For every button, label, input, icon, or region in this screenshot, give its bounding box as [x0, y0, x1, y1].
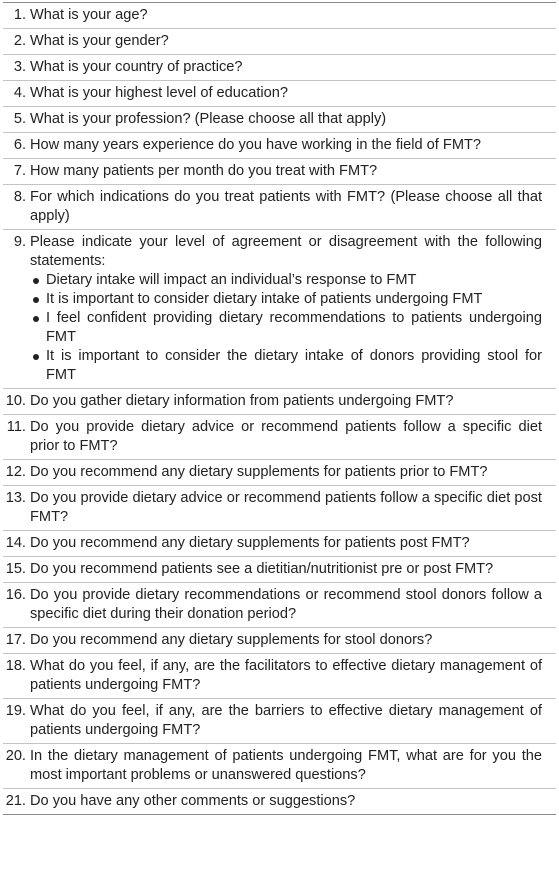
question-row-6 [3, 133, 556, 159]
question-text: Do you recommend any dietary supplements for stool donors? [30, 632, 433, 648]
question-text: What do you feel, if any, are the barriers to effective dietary management of patients undergoing FMT? [30, 703, 542, 738]
question-number: 10. [5, 393, 26, 409]
question-number: 14. [5, 535, 26, 551]
question-row-19 [3, 699, 556, 744]
question-row-10 [3, 389, 556, 415]
question-number: 8. [13, 189, 26, 205]
question-number: 15. [5, 561, 26, 577]
question-row-12 [3, 460, 556, 486]
question-row-11 [3, 415, 556, 460]
question-text: Do you gather dietary information from patients undergoing FMT? [30, 393, 454, 409]
question-row-16 [3, 583, 556, 628]
statement-text: It is important to consider dietary intake of patients undergoing FMT [46, 291, 483, 307]
bullet-icon [33, 297, 39, 303]
question-number: 17. [5, 632, 26, 648]
question-number: 9. [13, 234, 26, 250]
question-number: 19. [5, 703, 26, 719]
question-text: Do you provide dietary recommendations or recommend stool donors follow a specific diet during their donation period? [30, 587, 542, 622]
question-text: Do you recommend any dietary supplements for patients post FMT? [30, 535, 470, 551]
statement-item [30, 347, 542, 385]
question-number: 16. [5, 587, 26, 603]
question-row-7 [3, 159, 556, 185]
survey-questions-table [3, 2, 556, 815]
statement-text: It is important to consider the dietary intake of donors providing stool for FMT [46, 348, 542, 383]
question-text: Do you provide dietary advice or recommend patients follow a specific diet post FMT? [30, 490, 542, 525]
question-text: What is your highest level of education? [30, 85, 288, 101]
question-row-9 [3, 230, 556, 389]
question-row-21 [3, 789, 556, 814]
question-number: 11. [6, 419, 26, 435]
question-text: What is your age? [30, 7, 148, 23]
question-text: Do you recommend any dietary supplements for patients prior to FMT? [30, 464, 488, 480]
question-text: Do you recommend patients see a dietitian/nutritionist pre or post FMT? [30, 561, 494, 577]
question-number: 3. [13, 59, 26, 75]
statement-item [30, 309, 542, 347]
question-row-15 [3, 557, 556, 583]
statement-item [30, 290, 542, 309]
question-text: For which indications do you treat patients with FMT? (Please choose all that apply) [30, 189, 542, 224]
statement-text: Dietary intake will impact an individual’s response to FMT [46, 272, 417, 288]
question-row-18 [3, 654, 556, 699]
question-number: 6. [13, 137, 26, 153]
question-text: What do you feel, if any, are the facilitators to effective dietary management of patients undergoing FMT? [30, 658, 542, 693]
question-row-3 [3, 55, 556, 81]
question-number: 7. [13, 163, 26, 179]
question-text: What is your country of practice? [30, 59, 243, 75]
question-number: 1. [13, 7, 26, 23]
question-text: What is your gender? [30, 33, 169, 49]
question-text: Please indicate your level of agreement or disagreement with the following statements: [30, 234, 542, 269]
question-row-1 [3, 3, 556, 29]
question-number: 2. [13, 33, 26, 49]
question-number: 4. [13, 85, 26, 101]
question-row-17 [3, 628, 556, 654]
question-text: How many patients per month do you treat with FMT? [30, 163, 378, 179]
statement-text: I feel confident providing dietary recommendations to patients undergoing FMT [46, 310, 542, 345]
question-row-14 [3, 531, 556, 557]
question-text: Do you have any other comments or suggestions? [30, 793, 356, 809]
question-row-2 [3, 29, 556, 55]
question-number: 21. [5, 793, 26, 809]
bullet-icon [33, 316, 39, 322]
question-number: 5. [13, 111, 26, 127]
question-number: 13. [5, 490, 26, 506]
bullet-icon [33, 354, 39, 360]
question-number: 18. [5, 658, 26, 674]
question-number: 12. [5, 464, 26, 480]
question-row-8 [3, 185, 556, 230]
question-number: 20. [5, 748, 26, 764]
question-row-5 [3, 107, 556, 133]
statement-list [30, 271, 542, 385]
statement-item [30, 271, 542, 290]
question-text: In the dietary management of patients undergoing FMT, what are for you the most important problems or unanswered questions? [30, 748, 542, 783]
bullet-icon [33, 278, 39, 284]
question-row-4 [3, 81, 556, 107]
question-row-20 [3, 744, 556, 789]
question-body [30, 233, 556, 385]
question-text: What is your profession? (Please choose all that apply) [30, 111, 387, 127]
question-row-13 [3, 486, 556, 531]
question-text: Do you provide dietary advice or recommend patients follow a specific diet prior to FMT? [30, 419, 542, 454]
question-text: How many years experience do you have working in the field of FMT? [30, 137, 482, 153]
